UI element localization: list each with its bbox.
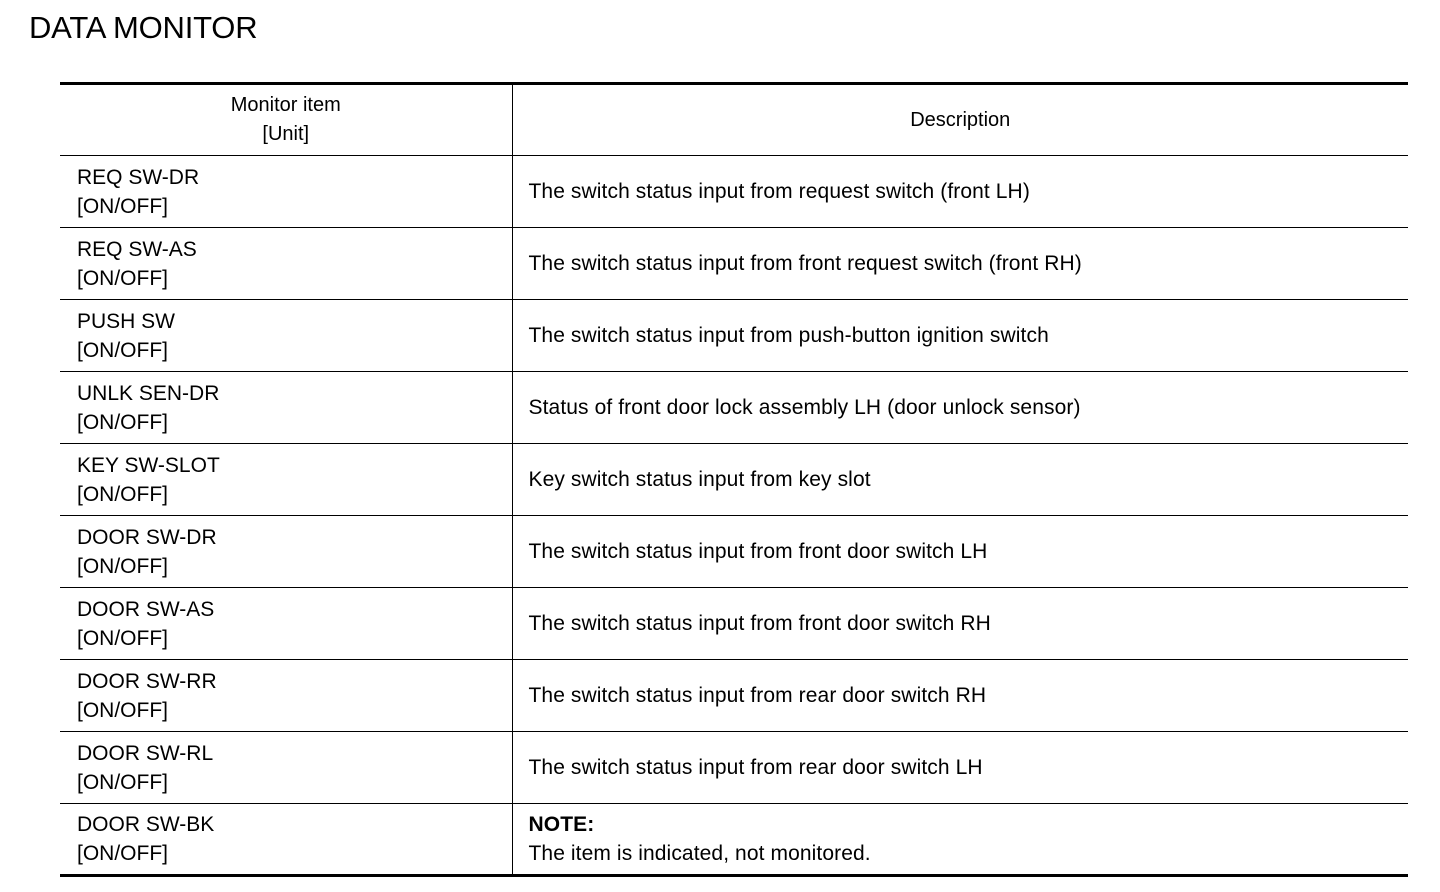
description-cell: The switch status input from request switch (front LH): [512, 156, 1408, 228]
monitor-item-cell: [60, 372, 512, 444]
header-unit-label: [Unit]: [262, 123, 310, 145]
note-label: NOTE:: [528, 813, 595, 836]
header-item-label: Monitor item: [230, 94, 341, 116]
description-cell: Status of front door lock assembly LH (door unlock sensor): [512, 372, 1408, 444]
monitor-item-name: DOOR SW-RR: [77, 669, 217, 693]
table-row: [60, 300, 1408, 372]
monitor-item-unit: [ON/OFF]: [77, 338, 168, 362]
table-row: [60, 804, 1408, 876]
monitor-item-name: DOOR SW-BK: [77, 813, 215, 836]
description-cell: The switch status input from rear door switch LH: [512, 732, 1408, 804]
monitor-item-unit: [ON/OFF]: [77, 194, 168, 218]
monitor-item-unit: [ON/OFF]: [77, 770, 168, 794]
description-cell: The switch status input from push-button ignition switch: [512, 300, 1408, 372]
description-cell: Key switch status input from key slot: [512, 444, 1408, 516]
table-header-row: [60, 84, 1408, 156]
description-cell: [512, 804, 1408, 876]
table-row: [60, 732, 1408, 804]
table-row: [60, 588, 1408, 660]
monitor-item-unit: [ON/OFF]: [77, 698, 168, 722]
table-row: [60, 156, 1408, 228]
monitor-item-cell: [60, 804, 512, 876]
monitor-item-cell: [60, 516, 512, 588]
header-description: Description: [512, 84, 1408, 156]
monitor-item-name: DOOR SW-AS: [77, 597, 215, 621]
table-row: [60, 516, 1408, 588]
monitor-item-name: REQ SW-DR: [77, 165, 200, 189]
monitor-item-cell: [60, 300, 512, 372]
monitor-item-name: DOOR SW-RL: [77, 741, 214, 765]
table-row: [60, 660, 1408, 732]
table-row: [60, 372, 1408, 444]
table-row: [60, 228, 1408, 300]
description-cell: The switch status input from front door switch LH: [512, 516, 1408, 588]
monitor-item-cell: [60, 588, 512, 660]
monitor-item-cell: [60, 156, 512, 228]
monitor-item-unit: [ON/OFF]: [77, 842, 168, 865]
monitor-item-unit: [ON/OFF]: [77, 554, 168, 578]
table-row: [60, 444, 1408, 516]
description-cell: The switch status input from front request switch (front RH): [512, 228, 1408, 300]
monitor-item-name: DOOR SW-DR: [77, 525, 217, 549]
monitor-item-unit: [ON/OFF]: [77, 626, 168, 650]
monitor-item-cell: [60, 660, 512, 732]
page-title: DATA MONITOR: [29, 10, 258, 45]
header-monitor-item: [60, 84, 512, 156]
monitor-item-unit: [ON/OFF]: [77, 266, 168, 290]
monitor-item-unit: [ON/OFF]: [77, 482, 168, 506]
description-cell: The switch status input from front door switch RH: [512, 588, 1408, 660]
monitor-item-cell: [60, 228, 512, 300]
description-cell: The switch status input from rear door switch RH: [512, 660, 1408, 732]
monitor-item-name: PUSH SW: [77, 309, 176, 333]
monitor-item-cell: [60, 732, 512, 804]
monitor-item-cell: [60, 444, 512, 516]
data-monitor-table: [60, 82, 1408, 877]
note-text: The item is indicated, not monitored.: [528, 842, 871, 865]
monitor-item-unit: [ON/OFF]: [77, 410, 168, 434]
monitor-item-name: UNLK SEN-DR: [77, 381, 220, 405]
monitor-item-name: KEY SW-SLOT: [77, 453, 220, 477]
monitor-item-name: REQ SW-AS: [77, 237, 197, 261]
